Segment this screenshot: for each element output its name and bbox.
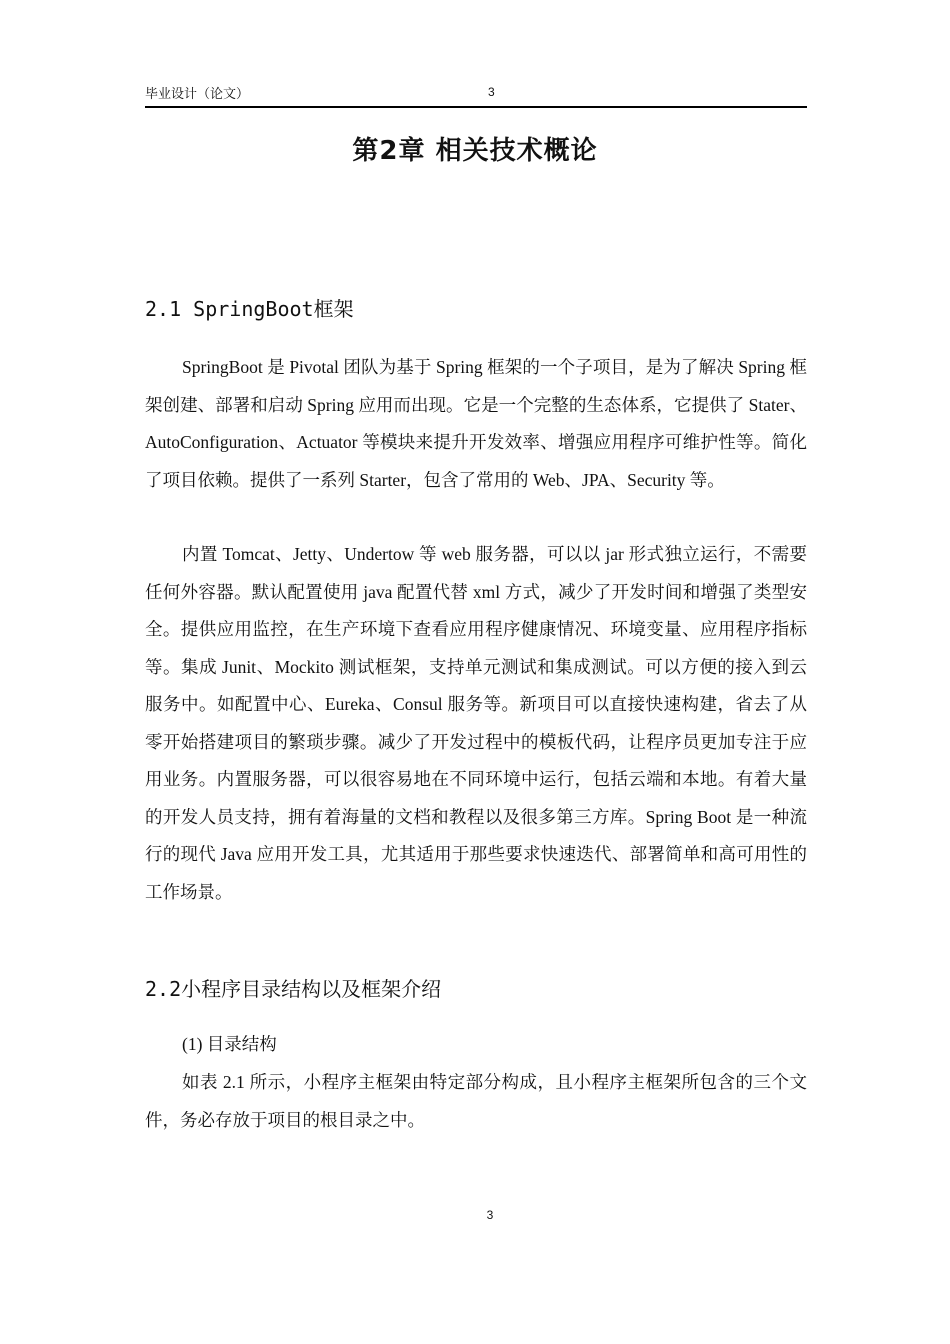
footer-page-number: 3 [486, 1208, 494, 1222]
section-heading-2-2 [145, 973, 441, 1002]
page-header [145, 80, 807, 108]
section-title-cjk: 框架 [313, 297, 354, 321]
paragraph-springboot-features: 内置 Tomcat、Jetty、Undertow 等 web 服务器，可以以 jar 形式独立运行，不需要任何外容器。默认配置使用 java 配置代替 xml 方式，减少了开发时间和增强了类型安全。提供应用监控，在生产环境下查看应用程序健康情况、环境变量、应用程序指标等。集成 Junit、Mockito 测试框架，支持单元测试和集成测试。可以方便的接入到云服务中。如配置中心、Eureka、Consul 服务等。新项目可以直接快速构建，省去了从零开始搭建项目的繁琐步骤。减少了开发过程中的模板代码，让程序员更加专注于应用业务。内置服务器，可以很容易地在不同环境中运行，包括云端和本地。有着大量的开发人员支持，拥有着海量的文档和教程以及很多第三方库。Spring Boot 是一种流行的现代 Java 应用开发工具，尤其适用于那些要求快速迭代、部署简单和高可用性的工作场景。 [145, 544, 807, 902]
paragraph-springboot-intro: SpringBoot 是 Pivotal 团队为基于 Spring 框架的一个子项目，是为了解决 Spring 框架创建、部署和启动 Spring 应用而出现。它是一个完整的生态体系，它提供了 Stater、AutoConfiguration、Actuator 等模块来提升开发效率、增强应用程序可维护性等。简化了项目依赖。提供了一系列 Starter，包含了常用的 Web、JPA、Security 等。 [145, 357, 807, 490]
section-title-cjk: 小程序目录结构以及框架介绍 [181, 977, 442, 1001]
header-title: 毕业设计（论文） [145, 87, 250, 102]
chapter-title: 第2章 相关技术概论 [352, 136, 598, 166]
section-number: 2.2 [145, 977, 182, 1001]
paragraph-miniprogram-framework: 如表 2.1 所示，小程序主框架由特定部分构成，且小程序主框架所包含的三个文件，务必存放于项目的根目录之中。 [145, 1072, 807, 1130]
section-heading-2-1 [145, 293, 354, 322]
subheading-directory-structure: (1) 目录结构 [182, 1034, 277, 1054]
section-number: 2.1 [145, 297, 182, 321]
section-title-latin: SpringBoot [193, 297, 314, 321]
header-page-number: 3 [488, 85, 495, 99]
